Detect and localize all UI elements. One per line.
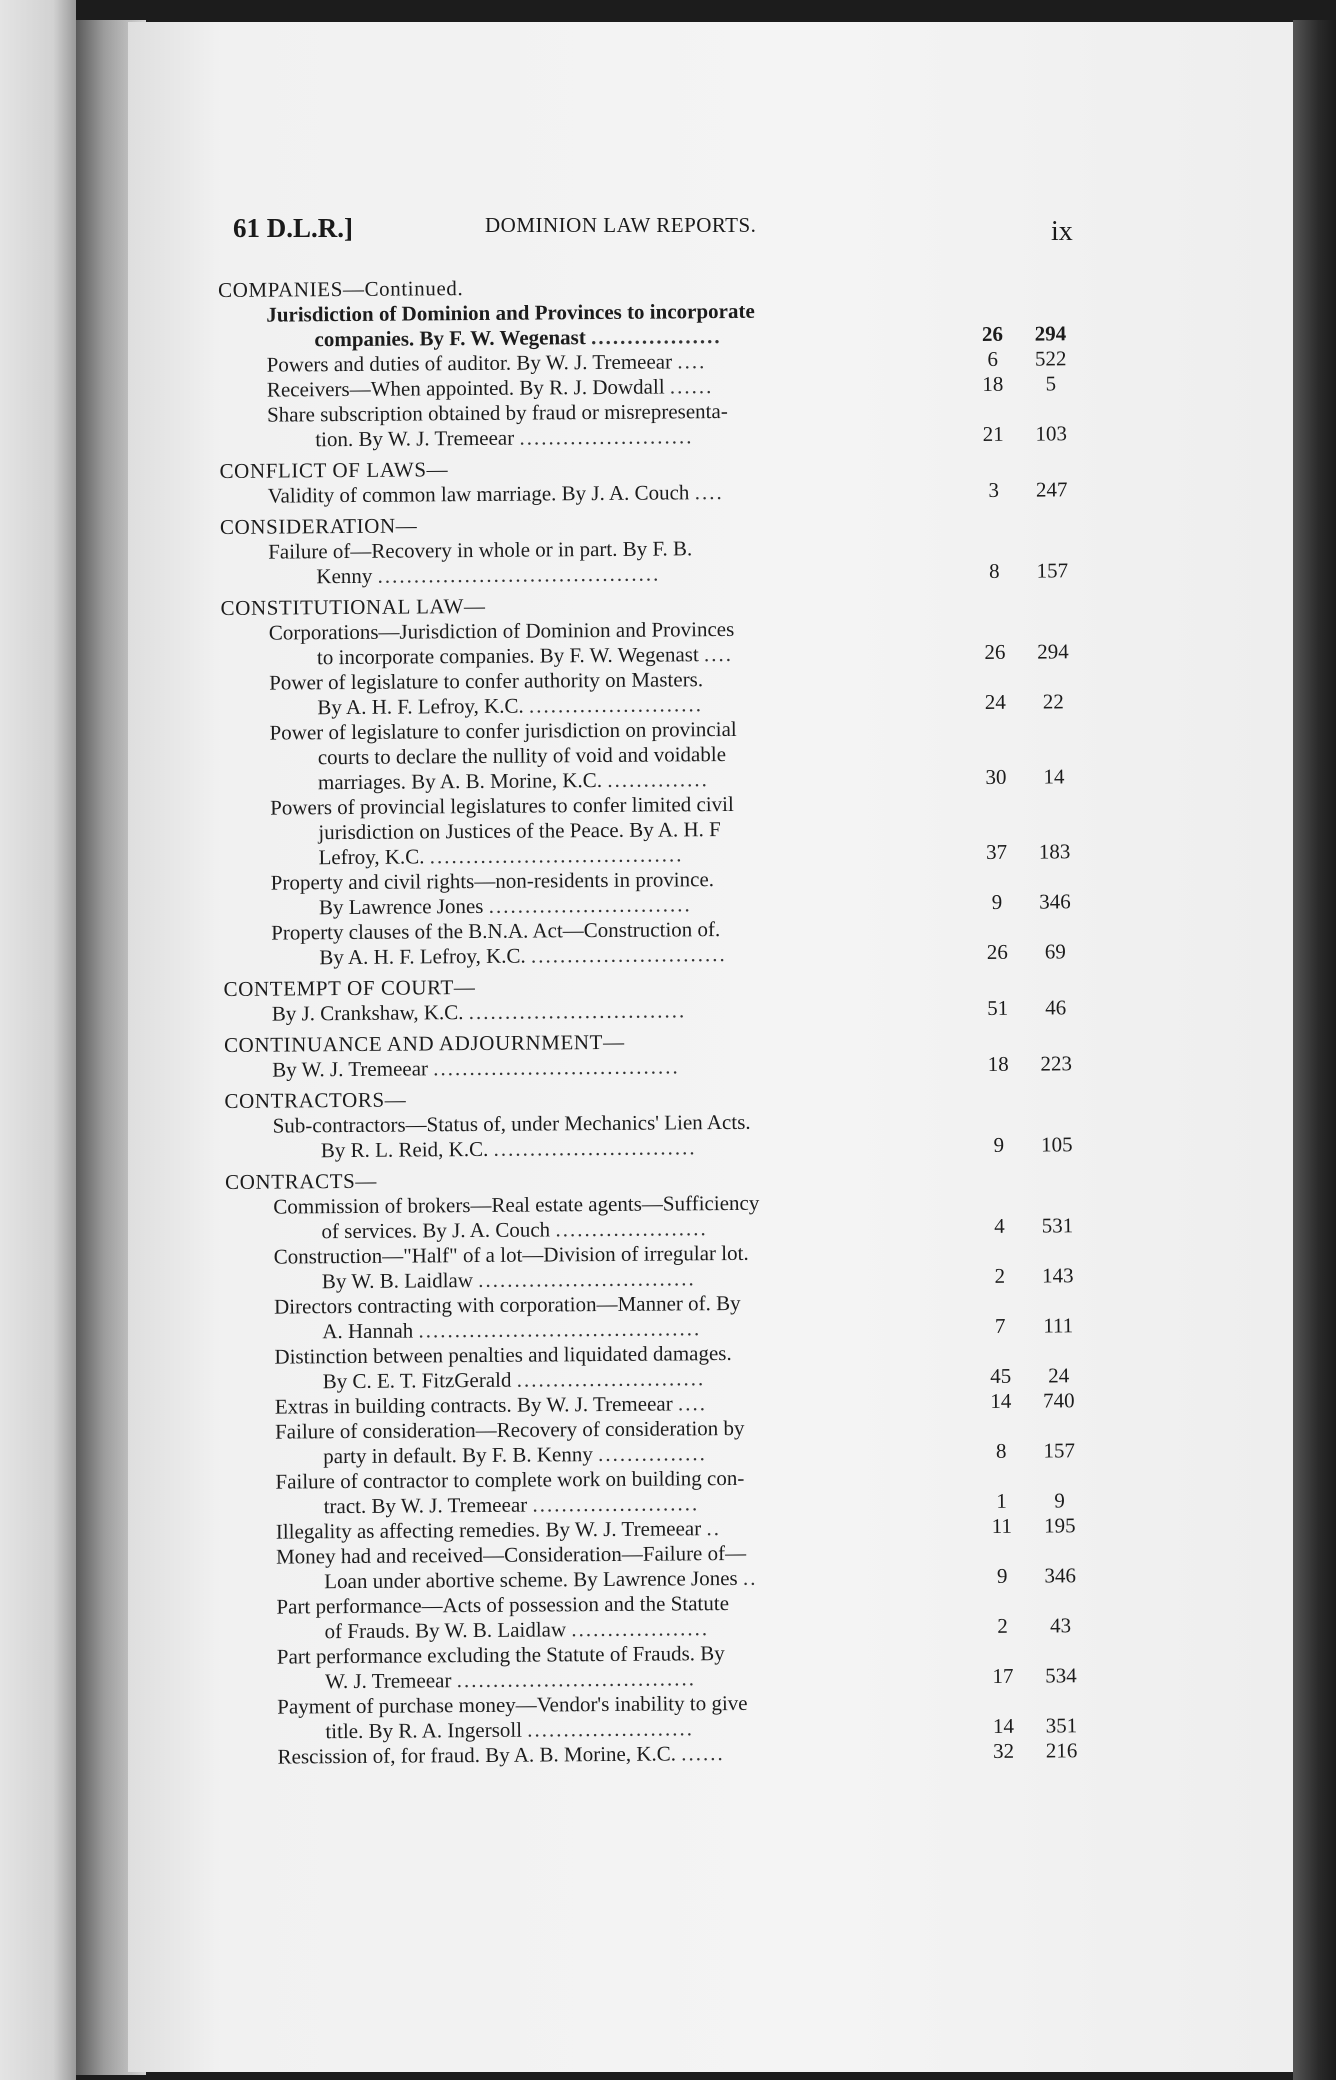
index-entry <box>221 714 1082 796</box>
entry-text <box>268 534 932 589</box>
volume-number: 26 <box>984 639 1006 664</box>
entry-text <box>271 915 935 970</box>
leader-dots: .............. <box>607 767 709 792</box>
entry-author-line: By A. H. F. Lefroy, K.C. <box>319 943 526 970</box>
index-entry <box>224 1051 1084 1083</box>
page-reference: 69 <box>1044 939 1066 964</box>
entry-line: Property clauses of the B.N.A. Act—Construction of. <box>271 917 721 945</box>
entry-line: Commission of brokers—Real estate agents—Sufficiency <box>273 1190 760 1219</box>
volume-number: 2 <box>997 1613 1008 1638</box>
entry-line: Money had and received—Consideration—Failure of— <box>275 1540 747 1569</box>
volume-reference: 61 D.L.R.] <box>233 213 353 243</box>
section-heading: CONSTITUTIONAL LAW— <box>220 593 486 620</box>
index-entry <box>223 914 1083 971</box>
leader-dots: ....................... <box>532 1491 700 1517</box>
entry-text <box>270 790 935 870</box>
page-number: ix <box>1051 216 1073 247</box>
volume-number: 32 <box>992 1738 1015 1763</box>
leader-dots: ............... <box>597 1441 707 1467</box>
page-reference: 14 <box>1043 764 1065 789</box>
entry-line: Corporations—Jurisdiction of Dominion and Provinces <box>268 616 735 645</box>
leader-dots: ........................ <box>528 692 704 718</box>
entry-line: Distinction between penalties and liquidated damages. <box>274 1340 732 1369</box>
entry-text <box>269 715 934 795</box>
entry-author-line: companies. By F. W. Wegenast <box>314 325 586 352</box>
leader-dots: ................................. <box>456 1666 696 1693</box>
volume-number: 14 <box>990 1388 1012 1413</box>
entry-author-line: Kenny <box>316 563 373 589</box>
entry-line: By J. Crankshaw, K.C. <box>271 1000 464 1026</box>
entry-author-line: W. J. Tremeear <box>324 1668 452 1694</box>
entry-author-line: marriages. By A. B. Morine, K.C. <box>317 767 603 795</box>
page-reference: 103 <box>1035 421 1068 446</box>
book-cover-edge <box>1293 20 1336 2080</box>
index-entry <box>226 1288 1086 1345</box>
volume-number: 9 <box>996 1563 1008 1588</box>
page-reference: 294 <box>1037 639 1069 664</box>
index-entry <box>220 533 1080 590</box>
entry-line: By W. J. Tremeear <box>272 1056 429 1082</box>
leader-dots: ....................... <box>527 1716 695 1742</box>
entry-author-line: By C. E. T. FitzGerald <box>322 1367 512 1394</box>
index-entry <box>226 1238 1086 1295</box>
entry-author-line: Loan under abortive scheme. By Lawrence Jones <box>324 1565 738 1594</box>
leader-dots: ..................... <box>555 1216 708 1242</box>
section-heading: CONFLICT OF LAWS— <box>219 457 449 483</box>
entry-line: Part performance—Acts of possession and the Statute <box>276 1591 730 1619</box>
volume-number: 8 <box>988 558 1000 583</box>
entry-author-line: tract. By W. J. Tremeear <box>323 1492 528 1519</box>
leader-dots: ................................... <box>429 842 684 869</box>
index-content <box>218 271 1090 1770</box>
entry-text <box>278 1739 942 1769</box>
page-reference: 183 <box>1038 839 1071 864</box>
volume-number: 11 <box>991 1513 1013 1538</box>
leader-dots: ........................... <box>530 942 727 968</box>
entry-text <box>275 1414 939 1469</box>
page-reference: 43 <box>1050 1613 1072 1638</box>
entry-line: Property and civil rights—non-residents in province. <box>270 867 715 895</box>
entry-line: Failure of consideration—Recovery of consideration by <box>274 1415 745 1444</box>
volume-number: 26 <box>981 321 1004 347</box>
entry-text <box>277 1689 941 1744</box>
leader-dots: .... <box>694 480 724 505</box>
entry-text <box>266 297 930 352</box>
volume-number: 26 <box>986 939 1008 964</box>
volume-number: 30 <box>985 764 1007 789</box>
entry-author-line: of services. By J. A. Couch <box>321 1217 551 1244</box>
index-entry <box>223 864 1083 921</box>
page-reference: 346 <box>1044 1563 1077 1588</box>
page-reference: 522 <box>1034 346 1067 371</box>
page-reference: 531 <box>1041 1213 1074 1238</box>
leader-dots: .... <box>677 349 707 374</box>
page-reference: 143 <box>1042 1263 1074 1288</box>
volume-number: 45 <box>990 1363 1012 1388</box>
entry-author-line: By A. H. F. Lefroy, K.C. <box>317 693 524 720</box>
section-heading: COMPANIES—Continued. <box>218 276 464 302</box>
entry-text <box>267 397 931 452</box>
volume-number: 6 <box>987 346 999 371</box>
publication-title: DOMINION LAW REPORTS. <box>485 213 757 237</box>
leader-dots: ................... <box>571 1616 710 1642</box>
index-entry <box>221 664 1081 721</box>
volume-number: 24 <box>984 689 1006 714</box>
entry-line: Power of legislature to confer jurisdiction on provincial <box>269 716 737 745</box>
leader-dots: ........................ <box>519 424 694 450</box>
leader-dots: .. <box>706 1516 722 1541</box>
entry-line: Failure of contractor to complete work on building con- <box>275 1465 745 1494</box>
index-entry <box>229 1638 1089 1695</box>
section-heading: CONTRACTORS— <box>224 1087 407 1113</box>
entry-line: Sub-contractors—Status of, under Mechanics' Lien Acts. <box>272 1109 751 1138</box>
leader-dots: .... <box>677 1391 707 1416</box>
index-entry <box>228 1538 1088 1595</box>
entry-author-line: to incorporate companies. By F. W. Wegenast <box>316 642 699 670</box>
page-reference: 9 <box>1054 1488 1065 1513</box>
entry-line: Construction—"Half" of a lot—Division of irregular lot. <box>273 1240 749 1269</box>
entry-line: Power of legislature to confer authority on Masters. <box>269 667 704 695</box>
index-entry <box>221 614 1081 671</box>
page-reference: 24 <box>1048 1363 1070 1388</box>
entry-line: Jurisdiction of Dominion and Provinces to incorporate <box>266 298 755 327</box>
entry-text <box>269 665 933 720</box>
index-entry <box>219 396 1079 453</box>
leader-dots: .................. <box>590 324 722 350</box>
leader-dots: .................................. <box>433 1054 680 1081</box>
page-reference: 740 <box>1042 1388 1075 1413</box>
volume-number: 8 <box>995 1438 1007 1463</box>
leader-dots: ....................................... <box>377 561 661 588</box>
page-reference: 294 <box>1034 321 1067 346</box>
entry-line: Payment of purchase money—Vendor's inability to give <box>277 1690 748 1719</box>
running-header <box>233 208 1083 258</box>
volume-number: 21 <box>982 421 1004 446</box>
index-entry <box>220 477 1080 509</box>
index-entry <box>229 1688 1089 1745</box>
leader-dots: .............................. <box>478 1266 696 1292</box>
page-reference: 46 <box>1045 995 1067 1020</box>
entry-author-line: By W. B. Laidlaw <box>321 1268 474 1294</box>
volume-number: 9 <box>991 889 1003 914</box>
index-entry <box>222 789 1083 871</box>
entry-line: Rescission of, for fraud. By A. B. Morine, K.C. <box>277 1741 677 1769</box>
section-heading: CONSIDERATION— <box>219 513 418 539</box>
entry-text <box>273 1189 937 1244</box>
entry-author-line: title. By R. A. Ingersoll <box>325 1717 523 1744</box>
page-reference: 534 <box>1045 1663 1077 1688</box>
page-reference: 105 <box>1040 1132 1073 1157</box>
volume-number: 2 <box>994 1263 1006 1288</box>
page-reference: 5 <box>1045 371 1057 396</box>
entry-text <box>275 1464 939 1519</box>
entry-line-final <box>267 422 931 452</box>
index-entry <box>226 1338 1086 1395</box>
volume-number: 7 <box>994 1313 1006 1338</box>
entry-line: Illegality as affecting remedies. By W. J. Tremeear <box>275 1516 702 1544</box>
volume-number: 51 <box>987 995 1009 1020</box>
entry-line: Share subscription obtained by fraud or misrepresenta- <box>266 399 728 427</box>
leader-dots: ...... <box>681 1741 725 1766</box>
volume-number: 1 <box>996 1488 1007 1513</box>
leader-dots: ............................ <box>493 1135 697 1161</box>
entry-text <box>271 865 935 920</box>
volume-number: 18 <box>982 371 1004 396</box>
entry-line: Part performance excluding the Statute of Frauds. By <box>276 1641 725 1669</box>
entry-line-final <box>271 940 935 970</box>
entry-line: Failure of—Recovery in whole or in part. By F. B. <box>268 536 693 564</box>
page-reference: 157 <box>1036 558 1069 583</box>
entry-author-line: By R. L. Reid, K.C. <box>320 1136 489 1163</box>
entry-line: Powers of provincial legislatures to confer limited civil <box>270 791 734 820</box>
entry-author-line: of Frauds. By W. B. Laidlaw <box>324 1617 567 1644</box>
index-entry <box>228 1588 1088 1645</box>
leader-dots: ....................................... <box>418 1316 702 1343</box>
volume-number: 37 <box>985 839 1008 864</box>
leader-dots: ...... <box>669 374 714 399</box>
section-heading: CONTRACTS— <box>225 1168 378 1194</box>
leader-dots: .... <box>703 641 734 667</box>
leader-dots: .............................. <box>468 998 687 1025</box>
section-heading: CONTEMPT OF COURT— <box>223 975 476 1001</box>
volume-number: 3 <box>988 477 1000 502</box>
volume-number: 18 <box>987 1051 1009 1076</box>
index-entry <box>224 995 1084 1027</box>
index-entry <box>225 1188 1085 1245</box>
entry-text <box>276 1589 940 1644</box>
entry-author-line: By Lawrence Jones <box>318 893 484 920</box>
entry-line-final <box>268 559 932 589</box>
page-reference: 22 <box>1042 689 1064 714</box>
entry-line-continued: jurisdiction on Justices of the Peace. By A. H. F <box>318 817 721 845</box>
section-heading: CONTINUANCE AND ADJOURNMENT— <box>223 1029 625 1057</box>
entry-text <box>276 1539 940 1594</box>
page-reference: 346 <box>1039 889 1071 914</box>
page-reference: 195 <box>1043 1513 1076 1538</box>
entry-line: Validity of common law marriage. By J. A. Couch <box>267 480 690 508</box>
volume-number: 9 <box>993 1132 1005 1157</box>
volume-number: 17 <box>992 1663 1014 1688</box>
page-reference: 223 <box>1040 1051 1073 1076</box>
leader-dots: ............................ <box>488 892 692 918</box>
entry-text <box>268 478 932 508</box>
entry-text <box>273 1108 937 1163</box>
entry-line: Extras in building contracts. By W. J. Tremeear <box>274 1391 673 1419</box>
entry-text <box>274 1289 938 1344</box>
entry-line-continued: courts to declare the nullity of void and voidable <box>317 742 727 770</box>
entry-author-line: A. Hannah <box>322 1318 414 1344</box>
index-entry <box>227 1463 1087 1520</box>
entry-text <box>272 996 936 1026</box>
volume-number: 14 <box>992 1713 1014 1738</box>
leader-dots: .......................... <box>516 1366 706 1392</box>
entry-author-line: Lefroy, K.C. <box>318 844 425 870</box>
page-reference: 111 <box>1043 1313 1074 1338</box>
page-reference: 216 <box>1045 1738 1078 1763</box>
entry-author-line: party in default. By F. B. Kenny <box>323 1442 593 1469</box>
index-entry <box>218 296 1078 353</box>
entry-line: Directors contracting with corporation—Manner of. By <box>273 1290 741 1319</box>
adjacent-page-edge <box>0 0 76 2080</box>
page-reference: 247 <box>1035 477 1068 502</box>
entry-line: Powers and duties of auditor. By W. J. Tremeear <box>266 349 673 377</box>
entry-line: Receivers—When appointed. By R. J. Dowdall <box>266 374 665 402</box>
entry-text <box>269 615 933 670</box>
entry-line-final <box>273 1133 937 1163</box>
page-reference: 157 <box>1043 1438 1076 1463</box>
entry-text <box>274 1339 938 1394</box>
index-entry <box>227 1413 1087 1470</box>
entry-text <box>274 1239 938 1294</box>
leader-dots: .. <box>742 1565 758 1590</box>
index-entry <box>225 1107 1085 1164</box>
page-reference: 351 <box>1045 1713 1078 1738</box>
entry-text <box>272 1052 936 1082</box>
volume-number: 4 <box>994 1213 1005 1238</box>
entry-text <box>277 1639 941 1694</box>
entry-author-line: tion. By W. J. Tremeear <box>315 425 515 452</box>
